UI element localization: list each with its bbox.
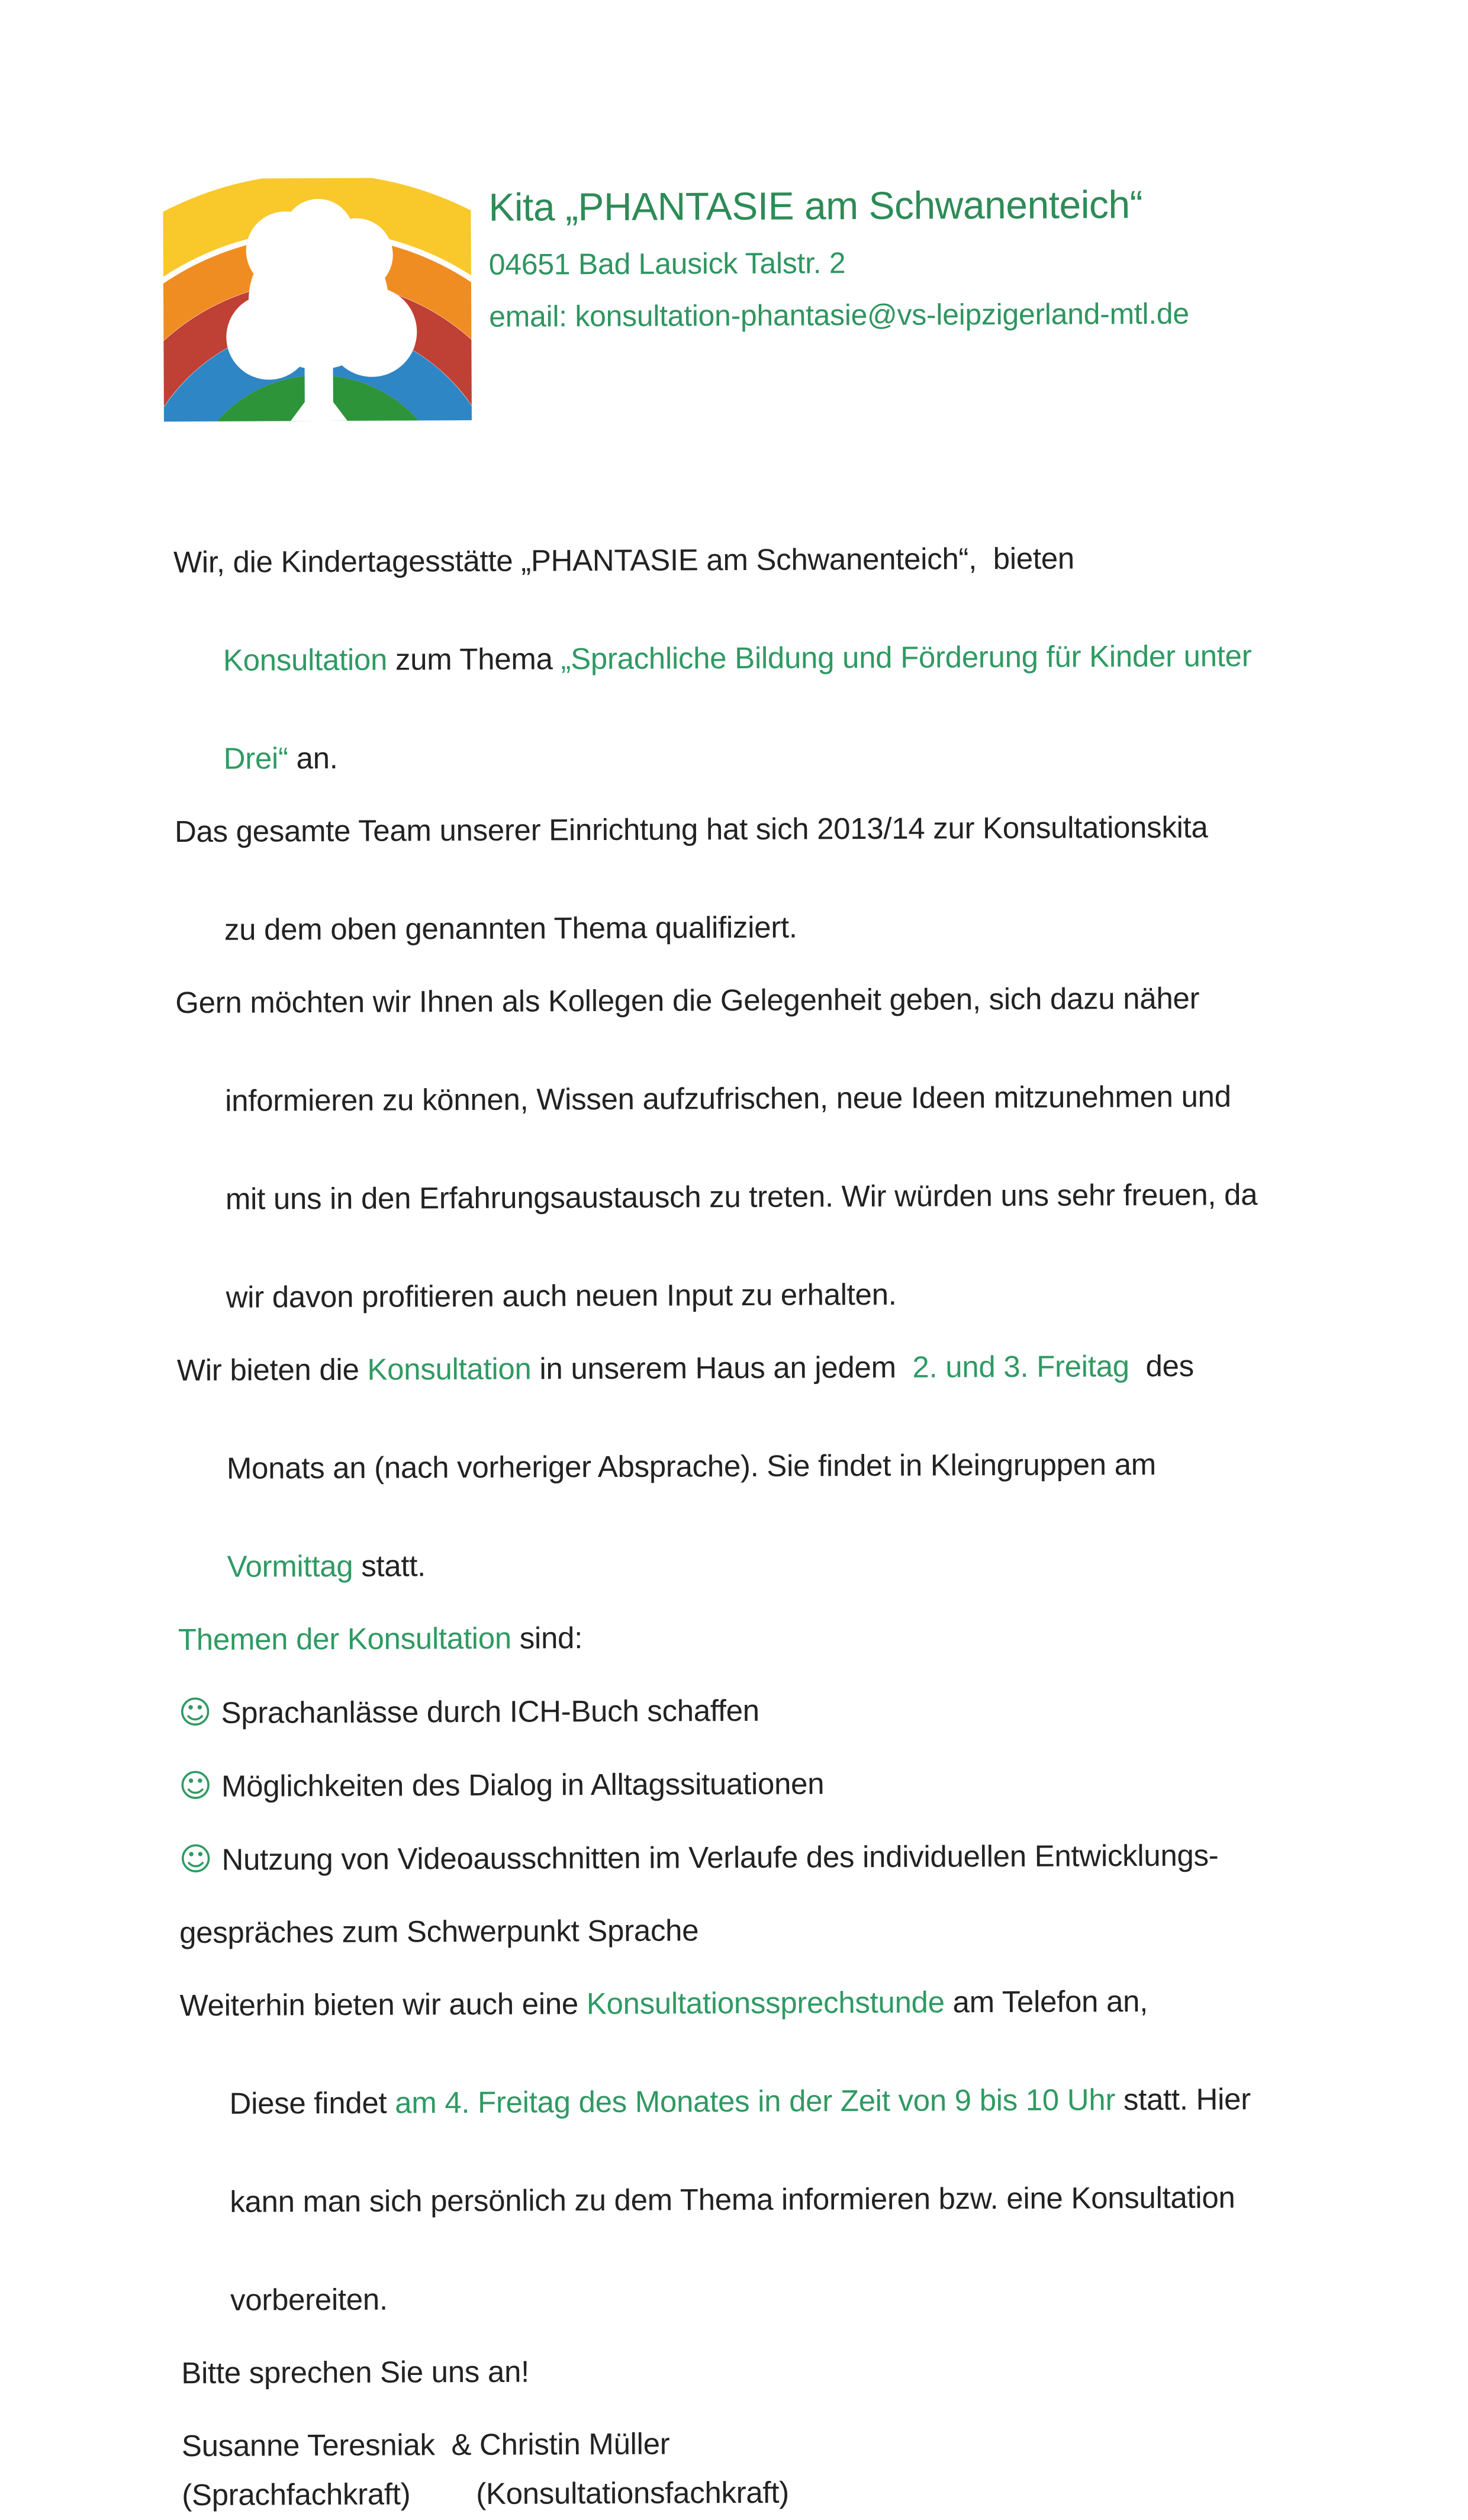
team-text: Das gesamte Team unserer Einrichtung hat sich 2013/14 zur Konsultationskita	[174, 810, 1208, 849]
invite-text: informieren zu können, Wissen aufzufrischen, neue Ideen mitzunehmen und	[225, 1079, 1231, 1118]
theme-bullet-text: Sprachanlässe durch ICH-Buch schaffen	[221, 1693, 759, 1730]
theme-bullet	[178, 1683, 1306, 1737]
intro-paragraph	[173, 533, 1302, 783]
theme-bullet-continuation	[179, 1903, 1307, 1957]
theme-bullet-text: gespräches zum Schwerpunkt Sprache	[179, 1913, 699, 1950]
offer-text: des	[1129, 1348, 1194, 1383]
closing-paragraph: Bitte sprechen Sie uns an!	[181, 2354, 530, 2390]
letterhead	[163, 174, 1306, 421]
letterhead-text	[488, 175, 1189, 334]
offer-text: Wir bieten die	[176, 1352, 368, 1388]
intro-text: Wir, die Kindertagesstätte „PHANTASIE am Schwanenteich“, bieten	[173, 541, 1075, 580]
theme-bullet-text: Möglichkeiten des Dialog in Alltagssituationen	[221, 1766, 825, 1803]
invite-text: wir davon profitieren auch neuen Input zu erhalten.	[226, 1277, 897, 1314]
topic-title: „Sprachliche Bildung und Förderung für Kinder unter	[561, 639, 1252, 676]
themes-heading-green: Themen der Konsultation	[178, 1621, 512, 1657]
invite-text: mit uns in den Erfahrungsaustausch zu treten. Wir würden uns sehr freuen, da	[225, 1177, 1258, 1216]
email-line: email: konsultation-phantasie@vs-leipzigerland-mtl.de	[489, 297, 1189, 333]
letter-body	[173, 533, 1310, 2519]
phone-text: kann man sich persönlich zu dem Thema informieren bzw. eine Konsultation	[230, 2180, 1235, 2219]
offer-days: 2. und 3. Freitag	[912, 1349, 1129, 1384]
signature-roles: (Sprachfachkraft) (Konsultationsfachkraft)	[182, 2475, 789, 2512]
keyword-konsultation: Konsultation	[367, 1351, 532, 1386]
phone-text: Diese findet	[229, 2085, 395, 2120]
themes-heading-rest: sind:	[511, 1621, 583, 1655]
smiley-icon: ☺	[179, 1840, 213, 1878]
phone-text: Weiterhin bieten wir auch eine	[179, 1987, 587, 2023]
page-title: Kita „PHANTASIE am Schwanenteich“	[488, 182, 1143, 229]
signature	[182, 2416, 1310, 2519]
keyword-sprechstunde: Konsultationssprechstunde	[586, 1985, 945, 2021]
topic-title: Drei“	[223, 741, 288, 775]
team-text: zu dem oben genannten Thema qualifiziert.	[224, 910, 797, 947]
offer-paragraph	[177, 1341, 1306, 1591]
rainbow-tree-icon	[163, 178, 472, 421]
invite-text: Gern möchten wir Ihnen als Kollegen die Gelegenheit geben, sich dazu näher	[175, 981, 1200, 1020]
themes-heading	[178, 1610, 1306, 1664]
signature-names: Susanne Teresniak & Christin Müller	[181, 2426, 670, 2463]
theme-bullet	[179, 1756, 1306, 1811]
theme-bullet-text: Nutzung von Videoausschnitten im Verlaufe des individuellen Entwicklungs-	[221, 1838, 1219, 1877]
offer-text: Monats an (nach vorheriger Absprache). Sie findet in Kleingruppen am	[226, 1447, 1157, 1485]
phone-paragraph	[179, 1976, 1309, 2325]
themes-section	[178, 1610, 1308, 1957]
address-line: 04651 Bad Lausick Talstr. 2	[488, 246, 846, 281]
intro-text: zum Thema	[387, 642, 561, 677]
team-paragraph	[175, 802, 1303, 954]
theme-bullet	[179, 1830, 1306, 1884]
keyword-vormittag: Vormittag	[227, 1549, 353, 1584]
kita-rainbow-tree-logo	[163, 178, 472, 421]
intro-text: an.	[288, 741, 338, 775]
phone-text: vorbereiten.	[230, 2282, 388, 2317]
offer-text: in unserem Haus an jedem	[531, 1350, 913, 1386]
phone-text: statt. Hier	[1115, 2082, 1251, 2117]
phone-time: am 4. Freitag des Monates in der Zeit von 9 bis 10 Uhr	[395, 2083, 1116, 2120]
smiley-icon: ☺	[178, 1693, 212, 1732]
offer-text: statt.	[353, 1549, 426, 1583]
phone-text: am Telefon an,	[944, 1984, 1148, 2019]
smiley-icon: ☺	[178, 1766, 213, 1805]
keyword-konsultation: Konsultation	[223, 642, 388, 677]
invite-paragraph	[175, 973, 1305, 1322]
